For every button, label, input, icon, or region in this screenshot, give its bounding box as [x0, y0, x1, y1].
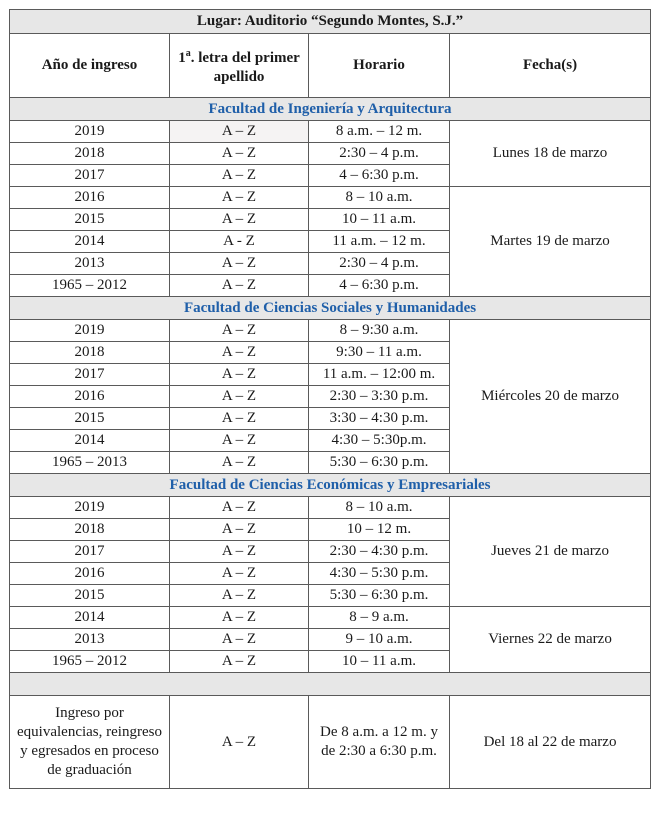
year-cell: 2013 [10, 253, 170, 275]
year-cell: 1965 – 2012 [10, 651, 170, 673]
letter-cell: A – Z [170, 121, 309, 143]
letter-cell: A – Z [170, 342, 309, 364]
time-cell: 11 a.m. – 12:00 m. [309, 364, 450, 386]
date-cell: Lunes 18 de marzo [450, 121, 651, 187]
letter-cell: A – Z [170, 320, 309, 342]
year-cell: 2016 [10, 563, 170, 585]
time-cell: 8 – 9:30 a.m. [309, 320, 450, 342]
time-cell: 3:30 – 4:30 p.m. [309, 408, 450, 430]
table-row [10, 320, 651, 342]
year-cell: 1965 – 2012 [10, 275, 170, 297]
letter-cell: A – Z [170, 408, 309, 430]
year-cell: 2017 [10, 541, 170, 563]
section-row [10, 297, 651, 320]
time-cell: 9 – 10 a.m. [309, 629, 450, 651]
table-row [10, 121, 651, 143]
faculty-heading: Facultad de Ciencias Económicas y Empresariales [10, 474, 651, 497]
special-row [10, 696, 651, 789]
year-cell: 2019 [10, 320, 170, 342]
year-cell: 2016 [10, 386, 170, 408]
letter-cell: A – Z [170, 541, 309, 563]
header-dates: Fecha(s) [450, 34, 651, 98]
year-cell: 2018 [10, 342, 170, 364]
table-row [10, 497, 651, 519]
year-cell: 2014 [10, 430, 170, 452]
date-cell: Martes 19 de marzo [450, 187, 651, 297]
letter-cell: A – Z [170, 497, 309, 519]
header-letter: 1$^a$. letra del primer apellido [170, 34, 309, 98]
table-row [10, 187, 651, 209]
special-year-cell: Ingreso por equivalencias, reingreso y egresados en proceso de graduación [10, 696, 170, 789]
time-cell: 8 – 10 a.m. [309, 497, 450, 519]
letter-cell: A – Z [170, 607, 309, 629]
date-cell: Jueves 21 de marzo [450, 497, 651, 607]
letter-cell: A – Z [170, 452, 309, 474]
year-cell: 1965 – 2013 [10, 452, 170, 474]
letter-cell: A – Z [170, 165, 309, 187]
venue-title: Lugar: Auditorio “Segundo Montes, S.J.” [10, 10, 651, 34]
year-cell: 2014 [10, 231, 170, 253]
time-cell: 2:30 – 4 p.m. [309, 143, 450, 165]
time-cell: 9:30 – 11 a.m. [309, 342, 450, 364]
year-cell: 2015 [10, 585, 170, 607]
year-cell: 2013 [10, 629, 170, 651]
letter-cell: A – Z [170, 430, 309, 452]
year-cell: 2018 [10, 519, 170, 541]
letter-cell: A – Z [170, 187, 309, 209]
time-cell: 10 – 11 a.m. [309, 651, 450, 673]
faculty-heading: Facultad de Ingeniería y Arquitectura [10, 98, 651, 121]
schedule-body [10, 98, 651, 789]
year-cell: 2015 [10, 408, 170, 430]
letter-cell: A – Z [170, 209, 309, 231]
time-cell: 2:30 – 3:30 p.m. [309, 386, 450, 408]
letter-cell: A – Z [170, 519, 309, 541]
letter-cell: A – Z [170, 386, 309, 408]
letter-cell: A – Z [170, 364, 309, 386]
date-cell: Viernes 22 de marzo [450, 607, 651, 673]
year-cell: 2017 [10, 364, 170, 386]
time-cell: 4:30 – 5:30p.m. [309, 430, 450, 452]
time-cell: 5:30 – 6:30 p.m. [309, 452, 450, 474]
time-cell: 10 – 11 a.m. [309, 209, 450, 231]
date-cell: Miércoles 20 de marzo [450, 320, 651, 474]
time-cell: 2:30 – 4 p.m. [309, 253, 450, 275]
time-cell: 4 – 6:30 p.m. [309, 165, 450, 187]
time-cell: 10 – 12 m. [309, 519, 450, 541]
schedule-table [9, 9, 651, 789]
year-cell: 2017 [10, 165, 170, 187]
spacer-row [10, 673, 651, 696]
letter-cell: A – Z [170, 143, 309, 165]
time-cell: 4 – 6:30 p.m. [309, 275, 450, 297]
letter-cell: A – Z [170, 563, 309, 585]
section-row [10, 474, 651, 497]
special-letter-cell: A – Z [170, 696, 309, 789]
time-cell: 11 a.m. – 12 m. [309, 231, 450, 253]
spacer-cell [10, 673, 651, 696]
year-cell: 2019 [10, 497, 170, 519]
time-cell: 8 – 9 a.m. [309, 607, 450, 629]
year-cell: 2016 [10, 187, 170, 209]
time-cell: 5:30 – 6:30 p.m. [309, 585, 450, 607]
letter-cell: A – Z [170, 275, 309, 297]
special-date-cell: Del 18 al 22 de marzo [450, 696, 651, 789]
faculty-heading: Facultad de Ciencias Sociales y Humanidades [10, 297, 651, 320]
year-cell: 2014 [10, 607, 170, 629]
letter-cell: A – Z [170, 629, 309, 651]
letter-cell: A – Z [170, 651, 309, 673]
section-row [10, 98, 651, 121]
time-cell: 8 a.m. – 12 m. [309, 121, 450, 143]
time-cell: 4:30 – 5:30 p.m. [309, 563, 450, 585]
header-schedule: Horario [309, 34, 450, 98]
header-year: Año de ingreso [10, 34, 170, 98]
special-time-cell: De 8 a.m. a 12 m. y de 2:30 a 6:30 p.m. [309, 696, 450, 789]
year-cell: 2015 [10, 209, 170, 231]
letter-cell: A – Z [170, 253, 309, 275]
letter-cell: A – Z [170, 585, 309, 607]
table-row [10, 607, 651, 629]
year-cell: 2018 [10, 143, 170, 165]
time-cell: 8 – 10 a.m. [309, 187, 450, 209]
letter-cell: A - Z [170, 231, 309, 253]
time-cell: 2:30 – 4:30 p.m. [309, 541, 450, 563]
year-cell: 2019 [10, 121, 170, 143]
